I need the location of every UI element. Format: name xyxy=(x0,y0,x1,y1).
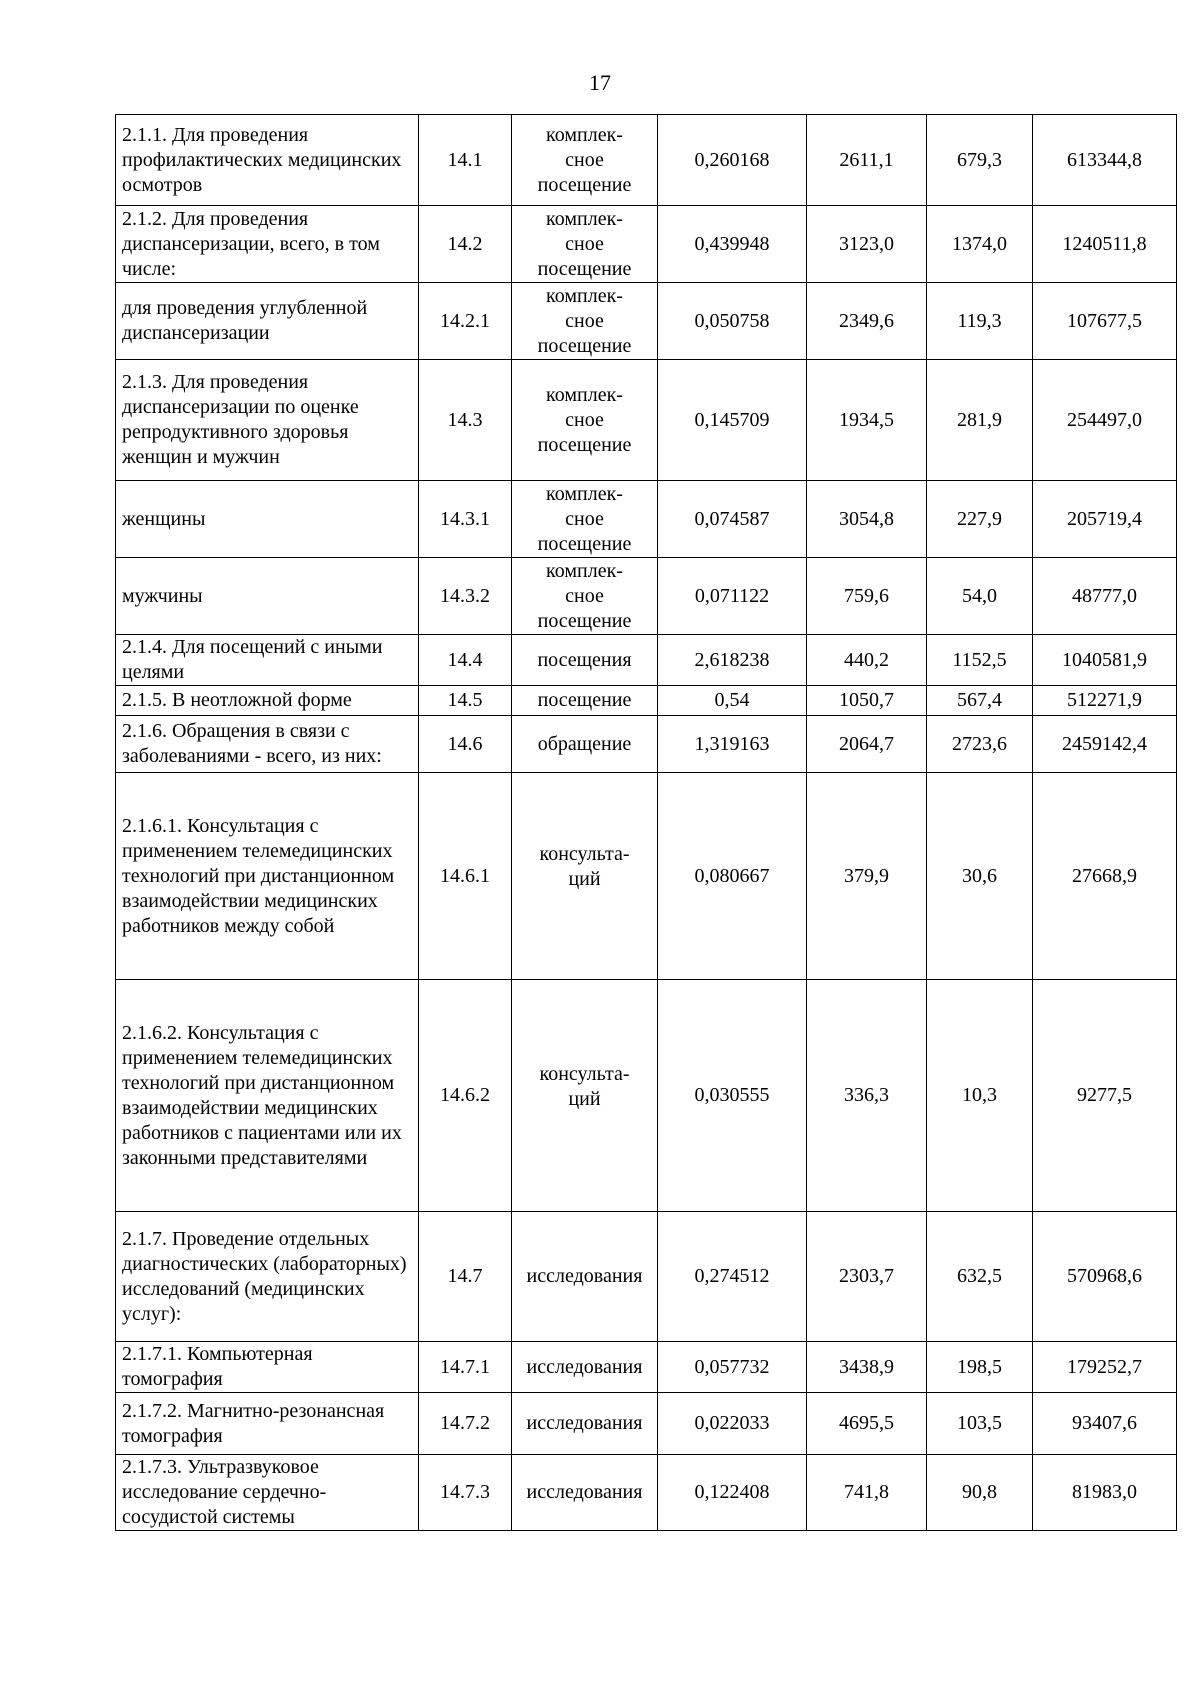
per_capita-text: 281,9 xyxy=(957,408,1002,431)
row-cost-cell xyxy=(807,980,927,1212)
code-text: 14.7.1 xyxy=(440,1355,490,1378)
code-text: 14.6.1 xyxy=(440,864,490,887)
unit-text: обращение xyxy=(537,732,632,755)
row-per-capita-cell xyxy=(927,115,1033,206)
row-name-cell xyxy=(116,1455,419,1531)
row-cost-cell xyxy=(807,1455,927,1531)
cost-text: 440,2 xyxy=(844,648,889,671)
row-code-cell xyxy=(419,206,512,283)
code-text: 14.5 xyxy=(447,689,483,711)
cost-text: 2064,7 xyxy=(839,732,894,755)
row-total-cell xyxy=(1033,115,1177,206)
row-unit-cell xyxy=(512,773,658,980)
unit-text: исследования xyxy=(526,1412,643,1434)
per_capita-text: 2723,6 xyxy=(952,732,1007,755)
row-per-capita-cell xyxy=(927,360,1033,481)
table-row xyxy=(116,558,1177,635)
unit-text: комплек- сное посещение xyxy=(537,482,632,555)
total-text: 48777,0 xyxy=(1072,584,1137,607)
row-per-capita-cell xyxy=(927,773,1033,980)
row-name-cell xyxy=(116,716,419,773)
row-norm-cell xyxy=(658,360,807,481)
code-text: 14.3.2 xyxy=(440,584,490,607)
row-norm-cell xyxy=(658,1342,807,1393)
row-norm-cell xyxy=(658,686,807,716)
row-unit-cell xyxy=(512,686,658,716)
row-code-cell xyxy=(419,283,512,360)
cost-text: 2349,6 xyxy=(839,309,894,332)
row-norm-cell xyxy=(658,773,807,980)
name-text: 2.1.1. Для проведения профилактических медицинских осмотров xyxy=(122,123,402,196)
row-cost-cell xyxy=(807,1393,927,1455)
row-norm-cell xyxy=(658,558,807,635)
cost-text: 3054,8 xyxy=(839,507,894,530)
name-text: 2.1.6.2. Консультация с применением телемедицинских технологий при дистанционном взаимодействии медицинских работников с пациентами или их законными представителями xyxy=(122,1021,402,1169)
row-total-cell xyxy=(1033,558,1177,635)
name-text: для проведения углубленной диспансеризации xyxy=(122,297,368,344)
row-code-cell xyxy=(419,773,512,980)
row-per-capita-cell xyxy=(927,980,1033,1212)
row-unit-cell xyxy=(512,1342,658,1393)
total-text: 254497,0 xyxy=(1067,408,1142,431)
name-text: 2.1.7.3. Ультразвуковое исследование сердечно-сосудистой системы xyxy=(122,1456,327,1528)
cost-text: 336,3 xyxy=(844,1084,889,1106)
row-code-cell xyxy=(419,1455,512,1531)
norm-text: 0,439948 xyxy=(694,232,770,255)
code-text: 14.1 xyxy=(447,148,483,171)
row-code-cell xyxy=(419,1393,512,1455)
row-total-cell xyxy=(1033,481,1177,558)
row-unit-cell xyxy=(512,360,658,481)
row-code-cell xyxy=(419,115,512,206)
row-name-cell xyxy=(116,481,419,558)
row-norm-cell xyxy=(658,1393,807,1455)
code-text: 14.2.1 xyxy=(440,309,490,332)
name-text: 2.1.6.1. Консультация с применением телемедицинских технологий при дистанционном взаимодействии медицинских работников между собой xyxy=(122,814,395,937)
cost-text: 2303,7 xyxy=(839,1265,894,1287)
table-row xyxy=(116,1212,1177,1342)
row-name-cell xyxy=(116,558,419,635)
row-cost-cell xyxy=(807,716,927,773)
table-body xyxy=(116,115,1177,1531)
unit-text: посещения xyxy=(537,648,632,671)
total-text: 205719,4 xyxy=(1067,507,1142,530)
row-code-cell xyxy=(419,686,512,716)
cost-text: 1050,7 xyxy=(839,689,894,711)
row-code-cell xyxy=(419,635,512,686)
row-per-capita-cell xyxy=(927,1212,1033,1342)
row-cost-cell xyxy=(807,686,927,716)
unit-text: исследования xyxy=(526,1355,643,1378)
row-name-cell xyxy=(116,1393,419,1455)
name-text: 2.1.3. Для проведения диспансеризации по оценке репродуктивного здоровья женщин и мужчин xyxy=(122,371,359,468)
code-text: 14.3 xyxy=(447,408,483,431)
row-cost-cell xyxy=(807,1212,927,1342)
per_capita-text: 227,9 xyxy=(957,507,1002,530)
code-text: 14.7 xyxy=(447,1265,483,1287)
total-text: 613344,8 xyxy=(1067,148,1142,171)
row-code-cell xyxy=(419,1342,512,1393)
norm-text: 0,057732 xyxy=(694,1355,770,1378)
row-cost-cell xyxy=(807,558,927,635)
table-row xyxy=(116,481,1177,558)
norm-text: 0,260168 xyxy=(694,148,770,171)
row-total-cell xyxy=(1033,283,1177,360)
unit-text: исследования xyxy=(526,1265,643,1287)
table-row xyxy=(116,206,1177,283)
name-text: 2.1.5. В неотложной форме xyxy=(122,689,352,711)
total-text: 107677,5 xyxy=(1067,309,1142,332)
table-row xyxy=(116,773,1177,980)
row-name-cell xyxy=(116,980,419,1212)
row-total-cell xyxy=(1033,716,1177,773)
row-norm-cell xyxy=(658,1455,807,1531)
row-total-cell xyxy=(1033,206,1177,283)
per_capita-text: 10,3 xyxy=(962,1084,997,1106)
row-unit-cell xyxy=(512,481,658,558)
row-total-cell xyxy=(1033,980,1177,1212)
per_capita-text: 679,3 xyxy=(957,148,1002,171)
name-text: 2.1.6. Обращения в связи с заболеваниями - всего, из них: xyxy=(122,720,382,767)
unit-text: исследования xyxy=(526,1481,643,1503)
unit-text: консульта- ций xyxy=(539,843,630,890)
unit-text: консульта- ций xyxy=(539,1062,630,1110)
unit-text: комплек- сное посещение xyxy=(537,559,632,632)
per_capita-text: 1152,5 xyxy=(952,648,1007,671)
table-row xyxy=(116,1393,1177,1455)
norm-text: 0,022033 xyxy=(694,1412,770,1434)
row-norm-cell xyxy=(658,635,807,686)
norm-text: 0,030555 xyxy=(694,1084,770,1106)
row-unit-cell xyxy=(512,980,658,1212)
row-norm-cell xyxy=(658,980,807,1212)
row-unit-cell xyxy=(512,283,658,360)
row-norm-cell xyxy=(658,115,807,206)
unit-text: посещение xyxy=(537,689,632,711)
unit-text: комплек- сное посещение xyxy=(537,207,632,280)
row-code-cell xyxy=(419,481,512,558)
row-cost-cell xyxy=(807,481,927,558)
norm-text: 0,071122 xyxy=(694,584,770,607)
norm-text: 0,54 xyxy=(714,689,750,711)
unit-text: комплек- сное посещение xyxy=(537,284,632,357)
name-text: 2.1.7. Проведение отдельных диагностических (лабораторных) исследований (медицинских услуг): xyxy=(122,1227,407,1325)
row-name-cell xyxy=(116,773,419,980)
row-total-cell xyxy=(1033,1393,1177,1455)
row-per-capita-cell xyxy=(927,481,1033,558)
row-name-cell xyxy=(116,206,419,283)
row-per-capita-cell xyxy=(927,1342,1033,1393)
table-row xyxy=(116,716,1177,773)
table-row xyxy=(116,1342,1177,1393)
total-text: 179252,7 xyxy=(1067,1355,1142,1378)
row-norm-cell xyxy=(658,206,807,283)
norm-text: 0,074587 xyxy=(694,507,770,530)
cost-text: 2611,1 xyxy=(839,148,894,171)
row-unit-cell xyxy=(512,1455,658,1531)
row-total-cell xyxy=(1033,686,1177,716)
row-total-cell xyxy=(1033,1342,1177,1393)
row-per-capita-cell xyxy=(927,1455,1033,1531)
row-per-capita-cell xyxy=(927,716,1033,773)
cost-text: 379,9 xyxy=(844,864,889,887)
row-per-capita-cell xyxy=(927,283,1033,360)
row-unit-cell xyxy=(512,1393,658,1455)
row-code-cell xyxy=(419,716,512,773)
per_capita-text: 567,4 xyxy=(957,689,1002,711)
name-text: женщины xyxy=(122,507,206,530)
row-name-cell xyxy=(116,1342,419,1393)
row-per-capita-cell xyxy=(927,686,1033,716)
row-unit-cell xyxy=(512,206,658,283)
total-text: 81983,0 xyxy=(1072,1481,1137,1503)
row-cost-cell xyxy=(807,360,927,481)
table-row xyxy=(116,980,1177,1212)
norm-text: 0,080667 xyxy=(694,864,770,887)
per_capita-text: 30,6 xyxy=(962,864,997,887)
row-cost-cell xyxy=(807,206,927,283)
cost-text: 759,6 xyxy=(844,584,889,607)
row-unit-cell xyxy=(512,716,658,773)
code-text: 14.4 xyxy=(447,648,483,671)
row-norm-cell xyxy=(658,283,807,360)
table-row xyxy=(116,360,1177,481)
norm-text: 0,274512 xyxy=(694,1265,770,1287)
row-code-cell xyxy=(419,1212,512,1342)
per_capita-text: 119,3 xyxy=(957,309,1002,332)
row-cost-cell xyxy=(807,635,927,686)
cost-text: 3123,0 xyxy=(839,232,894,255)
unit-text: комплек- сное посещение xyxy=(537,123,632,196)
row-name-cell xyxy=(116,360,419,481)
row-per-capita-cell xyxy=(927,635,1033,686)
table-row xyxy=(116,283,1177,360)
row-code-cell xyxy=(419,980,512,1212)
per_capita-text: 54,0 xyxy=(962,584,997,607)
code-text: 14.3.1 xyxy=(440,507,490,530)
code-text: 14.2 xyxy=(447,232,483,255)
row-total-cell xyxy=(1033,635,1177,686)
table-row xyxy=(116,1455,1177,1531)
total-text: 570968,6 xyxy=(1067,1265,1142,1287)
code-text: 14.6 xyxy=(447,732,483,755)
per_capita-text: 198,5 xyxy=(957,1355,1002,1378)
row-unit-cell xyxy=(512,115,658,206)
norm-text: 1,319163 xyxy=(694,732,770,755)
name-text: 2.1.7.1. Компьютерная томография xyxy=(122,1343,313,1390)
row-per-capita-cell xyxy=(927,1393,1033,1455)
unit-text: комплек- сное посещение xyxy=(537,383,632,456)
row-cost-cell xyxy=(807,283,927,360)
row-cost-cell xyxy=(807,115,927,206)
total-text: 93407,6 xyxy=(1072,1412,1137,1434)
page-number: 17 xyxy=(589,70,611,95)
row-cost-cell xyxy=(807,773,927,980)
row-name-cell xyxy=(116,686,419,716)
row-total-cell xyxy=(1033,360,1177,481)
row-norm-cell xyxy=(658,716,807,773)
row-unit-cell xyxy=(512,635,658,686)
total-text: 27668,9 xyxy=(1072,864,1137,887)
norm-text: 0,145709 xyxy=(694,408,770,431)
name-text: 2.1.2. Для проведения диспансеризации, всего, в том числе: xyxy=(122,207,380,280)
per_capita-text: 1374,0 xyxy=(952,232,1007,255)
row-unit-cell xyxy=(512,558,658,635)
code-text: 14.6.2 xyxy=(440,1084,490,1106)
row-total-cell xyxy=(1033,773,1177,980)
row-norm-cell xyxy=(658,481,807,558)
data-table xyxy=(115,114,1177,1531)
row-unit-cell xyxy=(512,1212,658,1342)
row-per-capita-cell xyxy=(927,558,1033,635)
norm-text: 2,618238 xyxy=(694,648,770,671)
name-text: мужчины xyxy=(122,584,203,607)
total-text: 1040581,9 xyxy=(1062,648,1147,671)
table-row xyxy=(116,686,1177,716)
per_capita-text: 632,5 xyxy=(957,1265,1002,1287)
cost-text: 1934,5 xyxy=(839,408,894,431)
row-code-cell xyxy=(419,360,512,481)
cost-text: 741,8 xyxy=(844,1481,889,1503)
cost-text: 4695,5 xyxy=(839,1412,894,1434)
norm-text: 0,122408 xyxy=(694,1481,770,1503)
row-per-capita-cell xyxy=(927,206,1033,283)
row-code-cell xyxy=(419,558,512,635)
total-text: 512271,9 xyxy=(1067,689,1142,711)
row-name-cell xyxy=(116,115,419,206)
cost-text: 3438,9 xyxy=(839,1355,894,1378)
total-text: 1240511,8 xyxy=(1062,232,1147,255)
row-cost-cell xyxy=(807,1342,927,1393)
code-text: 14.7.2 xyxy=(440,1412,490,1434)
norm-text: 0,050758 xyxy=(694,309,770,332)
row-name-cell xyxy=(116,283,419,360)
row-norm-cell xyxy=(658,1212,807,1342)
row-total-cell xyxy=(1033,1212,1177,1342)
name-text: 2.1.7.2. Магнитно-резонансная томография xyxy=(122,1399,385,1447)
per_capita-text: 90,8 xyxy=(962,1481,997,1503)
total-text: 9277,5 xyxy=(1077,1084,1132,1106)
table-row xyxy=(116,635,1177,686)
row-total-cell xyxy=(1033,1455,1177,1531)
code-text: 14.7.3 xyxy=(440,1481,490,1503)
table-row xyxy=(116,115,1177,206)
per_capita-text: 103,5 xyxy=(957,1412,1002,1434)
row-name-cell xyxy=(116,635,419,686)
row-name-cell xyxy=(116,1212,419,1342)
total-text: 2459142,4 xyxy=(1062,732,1147,755)
name-text: 2.1.4. Для посещений с иными целями xyxy=(122,636,383,683)
